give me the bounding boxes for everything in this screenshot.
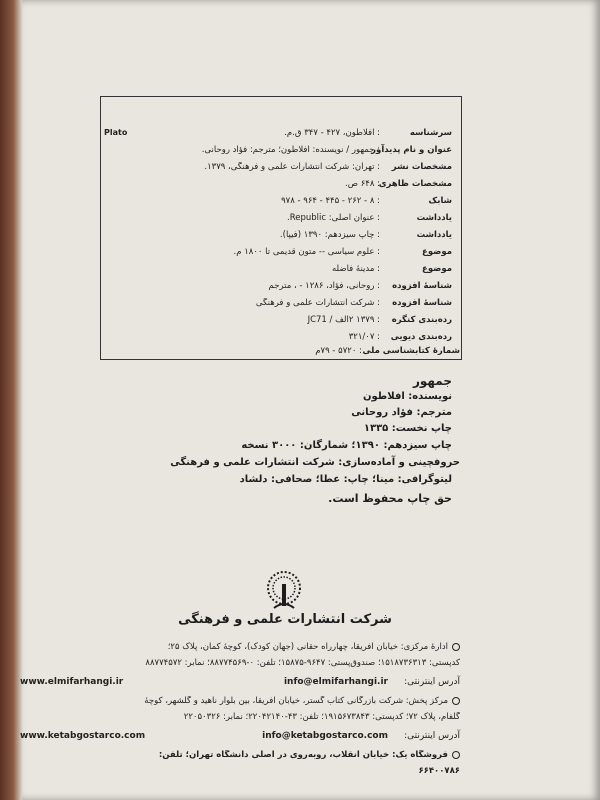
distribution-web-row — [20, 731, 460, 745]
catalog-row: رده‌بندی دیویی : ۳۲۱/۰۷ — [348, 332, 452, 342]
web-label: آدرس اینترنتی: — [404, 677, 460, 687]
bullet-icon — [452, 697, 460, 705]
copyright-line: حق چاپ محفوظ است. — [328, 492, 452, 505]
typesetting-line: حروفچینی و آماده‌سازی: شرکت انتشارات علمی و فرهنگی — [170, 457, 460, 468]
hq-web-row — [20, 677, 460, 691]
catalog-row: سرشناسه : افلاطون، ۴۲۷ - ۳۴۷ ق.م. — [284, 128, 452, 138]
catalog-row: مشخصات نشر : تهران: شرکت انتشارات علمی و فرهنگی، ۱۳۷۹. — [204, 162, 452, 172]
distribution-website-link[interactable]: www.ketabgostarco.com — [20, 731, 146, 741]
thirteenth-print-line: چاپ سیزدهم: ۱۳۹۰؛ شمارگان: ۳۰۰۰ نسخه — [241, 440, 452, 451]
catalog-row: عنوان و نام پدیدآور : جمهور / نویسنده: افلاطون؛ مترجم: فؤاد روحانی. — [201, 145, 452, 155]
catalog-row: یادداشت : چاپ سیزدهم: ۱۳۹۰ (فیپا). — [279, 230, 452, 240]
catalog-row: رده‌بندی کنگره : ۱۳۷۹ ۲الف / JC71 — [307, 315, 452, 325]
hq-email-link[interactable]: info@elmifarhangi.ir — [283, 677, 388, 687]
author-line: نویسنده: افلاطون — [363, 391, 452, 402]
tree-logo-icon — [262, 570, 306, 614]
translator-line: مترجم: فؤاد روحانی — [351, 407, 452, 418]
distribution-phone-line: گلفام، پلاک ۷۲؛ کدپستی: ۱۹۱۵۶۷۳۸۴۳؛ تلفن: ۴۳-۲۲۰۴۲۱۴۰؛ نمابر: ۲۲۰۵۰۳۲۶ — [183, 712, 460, 722]
publisher-name: شرکت انتشارات علمی و فرهنگی — [178, 612, 392, 627]
bullet-icon — [452, 643, 460, 651]
book-spine-edge — [0, 0, 22, 800]
shop-address-line: فروشگاه یک: خیابان انقلاب، روبه‌روی در اصلی دانشگاه تهران؛ تلفن: — [20, 750, 460, 764]
shop-phone-line: ۶۶۴۰۰۷۸۶ — [418, 766, 460, 776]
hq-phone-line: کدپستی: ۱۵۱۸۷۳۶۳۱۳؛ صندوق‌پستی: ۹۶۴۷-۱۵۸۷۵؛ تلفن: ۰-۸۸۷۷۴۵۶۹؛ نمابر: ۸۸۷۷۴۵۷۲ — [145, 658, 460, 668]
book-title: جمهور — [412, 374, 452, 388]
plato-label: Plato — [104, 128, 128, 137]
first-print-line: چاپ نخست: ۱۳۳۵ — [363, 423, 452, 434]
catalog-row: مشخصات ظاهری : ۶۴۸ ص. — [345, 179, 452, 189]
catalog-row: شناسهٔ افزوده : روحانی، فؤاد، ۱۲۸۶ - ، مترجم — [268, 281, 452, 291]
catalog-row: شمارهٔ کتابشناسی ملی : ۵۷۲۰ - ۷۹م — [315, 346, 460, 356]
catalog-row: موضوع : مدینهٔ فاضله — [331, 264, 452, 274]
hq-address-line: ادارهٔ مرکزی: خیابان افریقا، چهارراه حقانی (جهان کودک)، کوچهٔ کمان، پلاک ۲۵؛ — [20, 642, 460, 656]
distribution-email-link[interactable]: info@ketabgostarco.com — [262, 731, 388, 741]
catalog-row: شابک : ۸ - ۲۶۲ - ۴۴۵ - ۹۶۴ - ۹۷۸ — [281, 196, 452, 206]
bullet-icon — [452, 751, 460, 759]
web-label: آدرس اینترنتی: — [404, 731, 460, 741]
litho-line: لیتوگرافی: مینا؛ چاپ: عطا؛ صحافی: دلشاد — [239, 474, 452, 485]
hq-website-link[interactable]: www.elmifarhangi.ir — [20, 677, 124, 687]
catalog-row: موضوع : علوم سیاسی -- متون قدیمی تا ۱۸۰۰ م. — [233, 247, 452, 257]
distribution-address-line: مرکز پخش: شرکت بازرگانی کتاب گستر، خیابان افریقا، بین بلوار ناهید و گلشهر، کوچهٔ — [20, 696, 460, 710]
catalog-row: شناسهٔ افزوده : شرکت انتشارات علمی و فرهنگی — [255, 298, 452, 308]
catalog-row: یادداشت : عنوان اصلی: Republic. — [287, 213, 452, 223]
